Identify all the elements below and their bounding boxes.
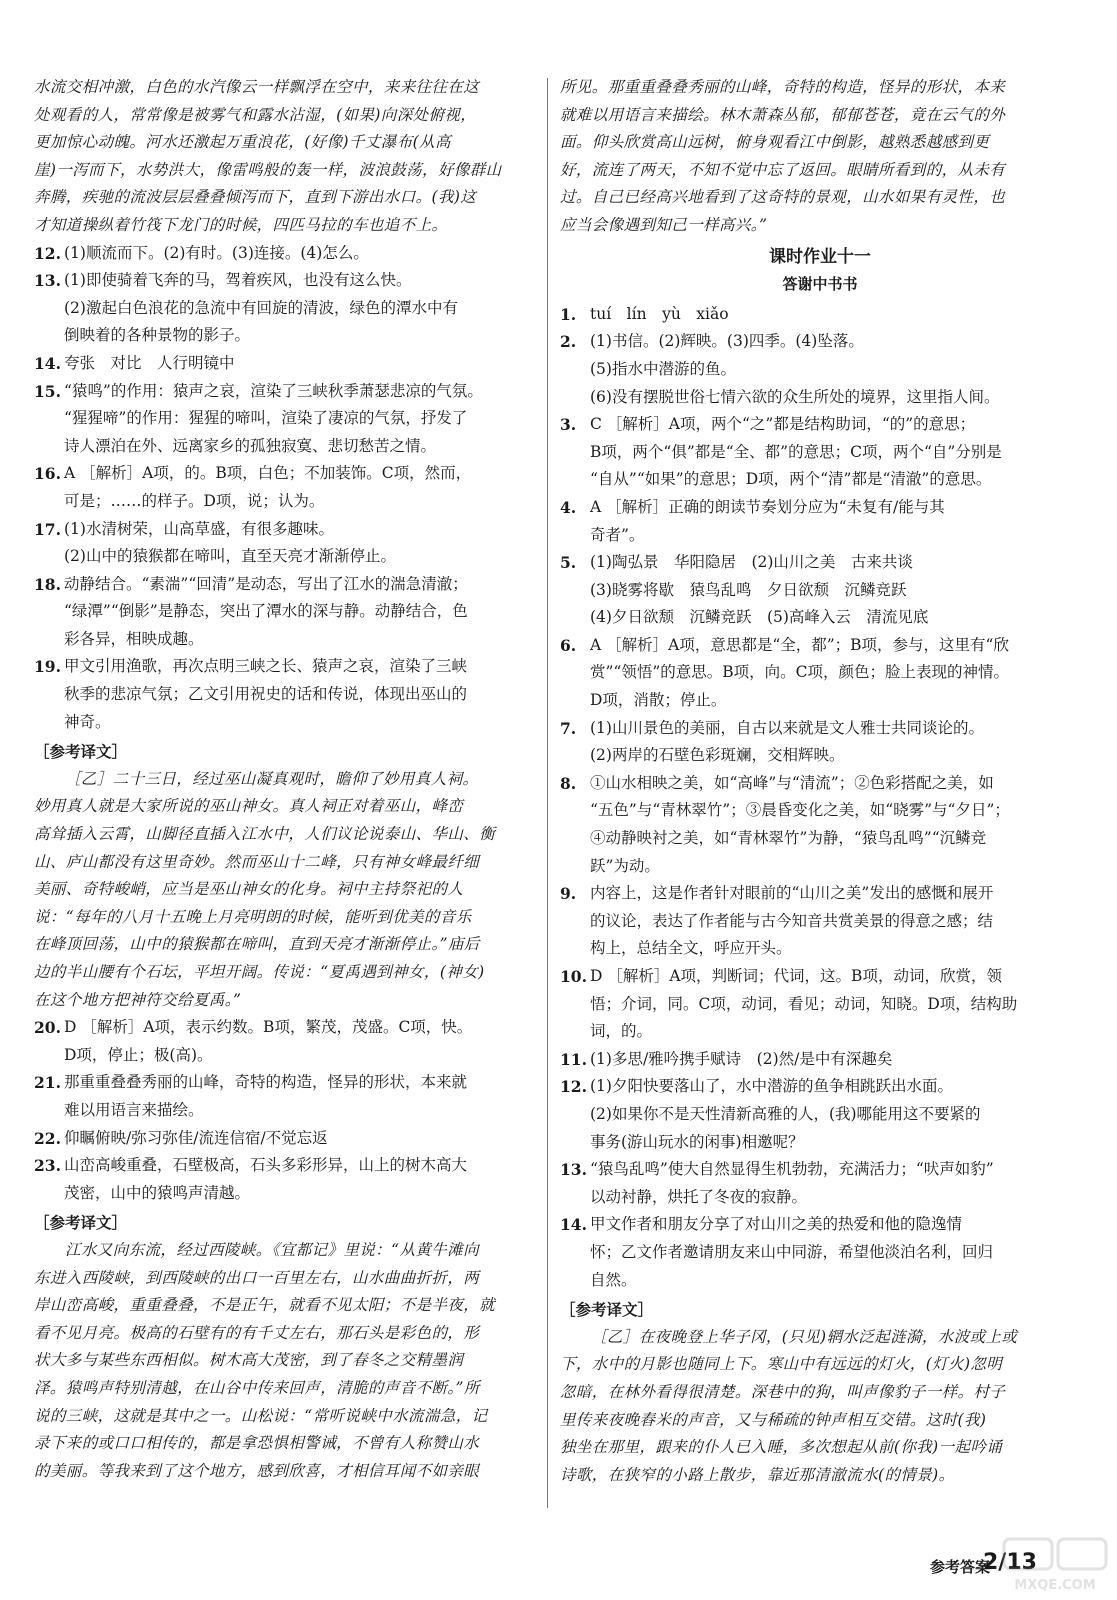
- answer-line: 的议论，表达了作者能与古今知音共赏美景的得意之感；结: [590, 911, 994, 930]
- answer-text: [590, 1046, 1080, 1074]
- answer-item: [34, 460, 534, 515]
- answer-text: [590, 1073, 1080, 1156]
- answer-line: 茂密，山中的猿鸣声清越。: [64, 1183, 251, 1202]
- text-line: 状大多与某些东西相似。树木高大茂密，到了春冬之交精墨润: [34, 1351, 464, 1370]
- answer-line: “猩猩啼”的作用：猩猩的啼叫，渲染了凄凉的气氛，抒发了: [64, 409, 468, 428]
- answer-number: 8.: [560, 773, 577, 793]
- answer-line: tuí lín yù xiǎo: [590, 304, 729, 323]
- answer-item: [34, 1152, 534, 1207]
- answer-line: 动静结合。“素湍”“回清”是动态，写出了江水的湍急清澈；: [64, 574, 468, 593]
- svg-text:MXQE.COM: MXQE.COM: [1014, 1578, 1096, 1593]
- answer-item: [560, 715, 1080, 770]
- answer-item: [34, 378, 534, 461]
- answer-number: 3.: [560, 415, 577, 435]
- answer-number: 19.: [34, 657, 61, 677]
- text-line: 在这个地方把神符交给夏禹。”: [34, 990, 242, 1009]
- text-line: 边的半山腰有个石坛，平坦开阔。传说：“夏禹遇到神女，(神女): [34, 963, 485, 981]
- section-subtitle: 答谢中书书: [782, 275, 858, 294]
- answer-line: 夸张 对比 人行明镜中: [64, 353, 235, 372]
- page-number: 2/13: [983, 1550, 1037, 1575]
- answer-line: (1)顺流而下。(2)有时。(3)连接。(4)怎么。: [64, 243, 369, 262]
- answer-item: [34, 516, 534, 571]
- answer-number: 13.: [34, 271, 61, 291]
- answer-line: “五色”与“青林翠竹”；③晨昏变化之美，如“晓雾”与“夕日”；: [590, 801, 1010, 820]
- answer-line: 奇者”。: [590, 525, 645, 544]
- answer-text: [590, 770, 1080, 880]
- text-line: 奔腾，疾驰的流波层层叠叠倾泻而下，直到下游出水口。(我)这: [34, 188, 477, 207]
- text-line: 所见。那重重叠叠秀丽的山峰，奇特的构造，怪异的形状，本来: [560, 78, 1006, 96]
- answer-line: (1)书信。(2)辉映。(3)四季。(4)坠落。: [590, 332, 864, 351]
- answer-item: [560, 963, 1080, 1046]
- text-line: 的美丽。等我来到了这个地方，感到欣喜，才相信耳闻不如亲眼: [34, 1461, 480, 1480]
- answer-line: 神奇。: [64, 712, 111, 731]
- answer-text: [64, 1152, 534, 1207]
- answer-line: (4)夕日欲颓 沉鳞竞跃 (5)高峰入云 清流见底: [590, 608, 929, 627]
- answer-item: [560, 770, 1080, 880]
- answer-line: 自然。: [590, 1270, 637, 1289]
- answer-item: [560, 301, 1080, 329]
- answer-line: (1)山川景色的美丽，自古以来就是文人雅士共同谈论的。: [590, 718, 984, 737]
- answer-text: [64, 516, 534, 571]
- answer-line: 跃”为动。: [590, 856, 660, 875]
- reference-translation-title: ［参考译文］: [34, 1213, 128, 1233]
- answer-line: 事务(游山玩水的闲事)相邀呢？: [590, 1132, 804, 1151]
- answer-line: A ［解析］A项，的。B项，白色；不加装饰。C项，然而，: [64, 464, 472, 483]
- text-line: 下，水中的月影也随同上下。寒山中有远远的灯火，(灯火)忽明: [560, 1355, 1003, 1374]
- answer-line: (1)水清树荣，山高草盛，有很多趣味。: [64, 519, 334, 538]
- text-line: 岸山峦高峻，重重叠叠，不是正午，就看不见太阳；不是半夜，就: [34, 1296, 496, 1315]
- answer-line: (2)如果你不是天性清新高雅的人，(我)哪能用这不要紧的: [590, 1104, 981, 1123]
- answer-line: 甲文作者和朋友分享了对山川之美的热爱和他的隐逸情: [590, 1215, 963, 1234]
- answer-line: “猿鸟乱鸣”使大自然显得生机勃勃，充满活力；“吠声如豹”: [590, 1160, 994, 1179]
- answer-line: “自从”“如果”的意思；D项，两个“清”都是“清澈”的意思。: [590, 470, 992, 489]
- answer-line: (2)山中的猿猴都在啼叫，直至天亮才渐渐停止。: [64, 547, 396, 566]
- reference-translation-title: ［参考译文］: [560, 1300, 654, 1320]
- answer-item: [34, 571, 534, 654]
- answer-line: (6)没有摆脱世俗七情六欲的众生所处的境界，这里指人间。: [590, 387, 1000, 406]
- reference-translation-title: ［参考译文］: [34, 742, 128, 762]
- answer-line: (2)两岸的石壁色彩斑斓，交相辉映。: [590, 746, 845, 765]
- answer-line: 秋季的悲凉气氛；乙文引用祝史的话和传说，体现出巫山的: [64, 685, 468, 704]
- text-line: ［乙］二十三日，经过巫山凝真观时，瞻仰了妙用真人祠。: [65, 769, 479, 788]
- answer-text: [64, 350, 534, 378]
- text-line: 妙用真人就是大家所说的巫山神女。真人祠正对着巫山，峰峦: [34, 797, 464, 816]
- answer-text: [590, 1211, 1080, 1294]
- text-line: 说：“每年的八月十五晚上月亮明朗的时候，能听到优美的音乐: [34, 907, 472, 926]
- answer-line: B项，两个“俱”都是“全、都”的意思；C项，两个“自”分别是: [590, 442, 1002, 461]
- text-line: 面。仰头欣赏高山远树，俯身观看江中倒影，越熟悉越感到更: [560, 133, 990, 152]
- text-line: 处观看的人，常常像是被雾气和露水沾湿，(如果)向深处俯视，: [34, 105, 477, 124]
- text-line: 过。自己已经高兴地看到了这奇特的景观，山水如果有灵性，也: [560, 188, 1006, 207]
- text-line: 水流交相冲激，白色的水汽像云一样飘浮在空中，来来往往在这: [34, 78, 480, 96]
- answer-line: 难以用语言来描绘。: [64, 1100, 204, 1119]
- answer-item: [34, 653, 534, 736]
- answer-line: “猿鸣”的作用：猿声之哀，渲染了三峡秋季萧瑟悲凉的气氛。: [64, 381, 483, 400]
- answer-item: [560, 632, 1080, 715]
- text-line: 更加惊心动魄。河水还激起万重浪花，(好像)千丈瀑布(从高: [34, 133, 451, 152]
- text-line: 应当会像遇到知己一样高兴。”: [560, 215, 768, 234]
- answer-item: [34, 267, 534, 350]
- answer-item: [560, 1156, 1080, 1211]
- answer-number: 14.: [560, 1215, 587, 1235]
- answer-number: 13.: [560, 1160, 587, 1180]
- answer-line: 那重重叠叠秀丽的山峰，奇特的构造，怪异的形状，本来就: [64, 1073, 468, 1092]
- column-divider: [547, 78, 548, 1508]
- right-column: [560, 74, 1080, 1560]
- answer-number: 11.: [560, 1049, 587, 1069]
- text-line: 独坐在那里，跟来的仆人已入睡，多次想起从前(你我)一起吟诵: [560, 1438, 1003, 1457]
- text-line: ［乙］在夜晚登上华子冈，(只见)辋水泛起涟漪，水波或上或: [591, 1327, 1018, 1346]
- answer-text: [64, 1014, 534, 1069]
- text-line: 忽暗，在林外看得很清楚。深巷中的狗，叫声像豹子一样。村子: [560, 1382, 1006, 1401]
- answer-line: (2)激起白色浪花的急流中有回旋的清波，绿色的潭水中有: [64, 298, 458, 317]
- answer-number: 20.: [34, 1018, 61, 1038]
- answer-item: [34, 1014, 534, 1069]
- answer-line: 可是；……的样子。D项，说；认为。: [64, 491, 325, 510]
- text-line: 看不见月亮。极高的石壁有的有千丈左右，那石头是彩色的，形: [34, 1323, 480, 1342]
- answer-number: 12.: [560, 1077, 587, 1097]
- text-line: 好，流连了两天，不知不觉中忘了返回。眼睛所看到的，从未有: [560, 160, 1006, 179]
- answer-text: [590, 1156, 1080, 1211]
- reference-translation: [34, 766, 534, 1014]
- answer-line: 怀；乙文作者邀请朋友来山中同游，希望他淡泊名利，回归: [590, 1242, 994, 1261]
- reference-translation: [34, 1237, 534, 1485]
- answer-line: (5)指水中潜游的鱼。: [590, 359, 736, 378]
- text-line: 泽。猿鸣声特别清越，在山谷中传来回声，清脆的声音不断。”所: [34, 1378, 480, 1397]
- answer-number: 17.: [34, 519, 61, 539]
- reference-translation: [560, 1324, 1080, 1490]
- answer-text: [590, 328, 1080, 411]
- answer-item: [34, 1069, 534, 1124]
- text-line: 崖)一泻而下，水势洪大，像雷鸣般的轰一样，波浪鼓荡，好像群山: [34, 160, 502, 179]
- answer-line: 赏”“领悟”的意思。B项，向。C项，颜色；脸上表现的神情。: [590, 663, 1010, 682]
- text-line: 江水又向东流，经过西陵峡。《宜都记》里说：“从黄牛滩向: [65, 1240, 479, 1259]
- answer-text: [64, 653, 534, 736]
- answer-line: 彩各异，相映成趣。: [64, 629, 204, 648]
- answer-number: 10.: [560, 967, 587, 986]
- answer-line: 词，的。: [590, 1022, 653, 1041]
- text-line: 就难以用语言来描绘。林木萧森丛郁，郁郁苍苍，竟在云气的外: [560, 105, 1006, 124]
- left-column: [34, 74, 534, 1560]
- answer-line: D项，消散；停止。: [590, 691, 727, 710]
- text-line: 里传来夜晚舂米的声音，又与稀疏的钟声相互交错。这时(我): [560, 1410, 987, 1429]
- text-line: 高耸插入云霄，山脚径直插入江水中，人们议论说泰山、华山、衡: [34, 825, 496, 844]
- answer-line: 甲文引用渔歌，再次点明三峡之长、猿声之哀，渲染了三峡: [64, 657, 468, 676]
- text-line: 山、庐山都没有这里奇妙。然而巫山十二峰，只有神女峰最纤细: [34, 852, 480, 871]
- footer-label: 参考答案: [930, 1558, 991, 1576]
- answer-item: [560, 328, 1080, 411]
- answer-line: ④动静映衬之美，如“青林翠竹”为静，“猿鸟乱鸣”“沉鳞竞: [590, 829, 987, 848]
- answer-line: (1)陶弘景 华阳隐居 (2)山川之美 古来共谈: [590, 553, 913, 572]
- answer-number: 12.: [34, 243, 61, 263]
- answer-number: 21.: [34, 1073, 61, 1093]
- answer-line: D ［解析］A项，判断词；代词，这。B项，动词，欣赏，领: [590, 967, 1002, 985]
- answer-line: (1)夕阳快要落山了，水中潜游的鱼争相跳跃出水面。: [590, 1077, 953, 1096]
- text-line: 录下来的或口口相传的，都是拿恐惧相警诫，不曾有人称赞山水: [34, 1434, 480, 1453]
- answer-line: 山峦高峻重叠，石壁极高，石头多彩形异，山上的树木高大: [64, 1156, 468, 1175]
- answer-text: [64, 460, 534, 515]
- answer-line: C ［解析］A项，两个“之”都是结构助词，“的”的意思；: [590, 415, 976, 434]
- answer-line: ①山水相映之美，如“高峰”与“清流”；②色彩搭配之美，如: [590, 773, 994, 792]
- section-title: 课时作业十一: [769, 246, 871, 267]
- answer-line: D ［解析］A项，表示约数。B项，繁茂，茂盛。C项，快。: [64, 1018, 473, 1037]
- answer-number: 23.: [34, 1156, 61, 1176]
- answer-line: 悟；介词，同。C项，动词，看见；动词，知晓。D项，结构助: [590, 994, 1018, 1013]
- answer-text: [590, 549, 1080, 632]
- answer-text: [64, 1069, 534, 1124]
- answer-text: [64, 1125, 534, 1153]
- answer-line: 仰瞩俯映/弥习弥佳/流连信宿/不觉忘返: [64, 1128, 328, 1147]
- answer-text: [590, 880, 1080, 963]
- answer-item: [560, 1046, 1080, 1074]
- answer-text: [590, 411, 1080, 494]
- text-line: 美丽、奇特峻峭，应当是巫山神女的化身。祠中主持祭祀的人: [34, 880, 464, 899]
- answer-item: [560, 411, 1080, 494]
- answer-number: 14.: [34, 353, 61, 373]
- answer-text: [64, 378, 534, 461]
- answer-number: 5.: [560, 553, 577, 573]
- text-line: 东进入西陵峡，到西陵峡的出口一百里左右，山水曲曲折折，两: [34, 1268, 480, 1287]
- intro-translation: [34, 74, 534, 240]
- answer-item: [560, 1211, 1080, 1294]
- continued-translation: [560, 74, 1080, 240]
- answer-item: [34, 1125, 534, 1153]
- answer-item: [34, 350, 534, 378]
- answer-line: 倒映着的各种景物的影子。: [64, 326, 251, 345]
- answer-item: [560, 880, 1080, 963]
- answer-number: 16.: [34, 464, 61, 484]
- answer-number: 22.: [34, 1128, 61, 1148]
- answer-item: [34, 240, 534, 268]
- answer-line: 以动衬静，烘托了冬夜的寂静。: [590, 1187, 808, 1206]
- answer-item: [560, 1073, 1080, 1156]
- watermark-logo: [1000, 1535, 1110, 1597]
- answer-number: 4.: [560, 497, 577, 517]
- answer-text: [590, 494, 1080, 549]
- text-line: 在峰顶回荡，山中的猿猴都在啼叫，直到天亮才渐渐停止。”庙后: [34, 935, 480, 954]
- answer-line: (1)多思/雅吟携手赋诗 (2)然/是中有深趣矣: [590, 1049, 893, 1068]
- answer-item: [560, 494, 1080, 549]
- text-line: 才知道操纵着竹筏下龙门的时候，四匹马拉的车也追不上。: [34, 215, 448, 234]
- text-line: 诗歌，在狭窄的小路上散步，靠近那清澈流水(的情景)。: [560, 1465, 955, 1484]
- answer-line: “绿潭”“倒影”是静态，突出了潭水的深与静。动静结合，色: [64, 602, 468, 621]
- answer-line: 内容上，这是作者针对眼前的“山川之美”发出的感慨和展开: [590, 884, 994, 903]
- text-line: 说的三峡，这就是其中之一。山松说：“常听说峡中水流湍急，记: [34, 1406, 488, 1425]
- answer-item: [560, 549, 1080, 632]
- answer-line: 构上，总结全文，呼应开头。: [590, 939, 792, 958]
- answer-text: [590, 632, 1080, 715]
- answer-text: [590, 715, 1080, 770]
- answer-number: 2.: [560, 332, 577, 352]
- answer-line: D项，停止；极(高)。: [64, 1045, 213, 1064]
- answer-number: 18.: [34, 574, 61, 594]
- answer-line: A ［解析］正确的朗读节奏划分应为“未复有/能与其: [590, 497, 945, 516]
- answer-line: (1)即使骑着飞奔的马，驾着疾风，也没有这么快。: [64, 271, 412, 290]
- answer-text: [590, 301, 1080, 329]
- answer-line: 诗人漂泊在外、远离家乡的孤独寂寞、悲切愁苦之情。: [64, 436, 437, 455]
- answer-text: [64, 571, 534, 654]
- answer-text: [590, 963, 1080, 1046]
- answer-number: 1.: [560, 304, 577, 324]
- answer-line: A ［解析］A项，意思都是“全，都”；B项，参与，这里有“欣: [590, 635, 1009, 654]
- answer-number: 7.: [560, 718, 577, 738]
- answer-line: (3)晓雾将歇 猿鸟乱鸣 夕日欲颓 沉鳞竞跃: [590, 580, 907, 599]
- answer-number: 9.: [560, 884, 577, 904]
- answer-text: [64, 267, 534, 350]
- answer-number: 15.: [34, 381, 61, 401]
- answer-text: [64, 240, 534, 268]
- answer-number: 6.: [560, 635, 577, 655]
